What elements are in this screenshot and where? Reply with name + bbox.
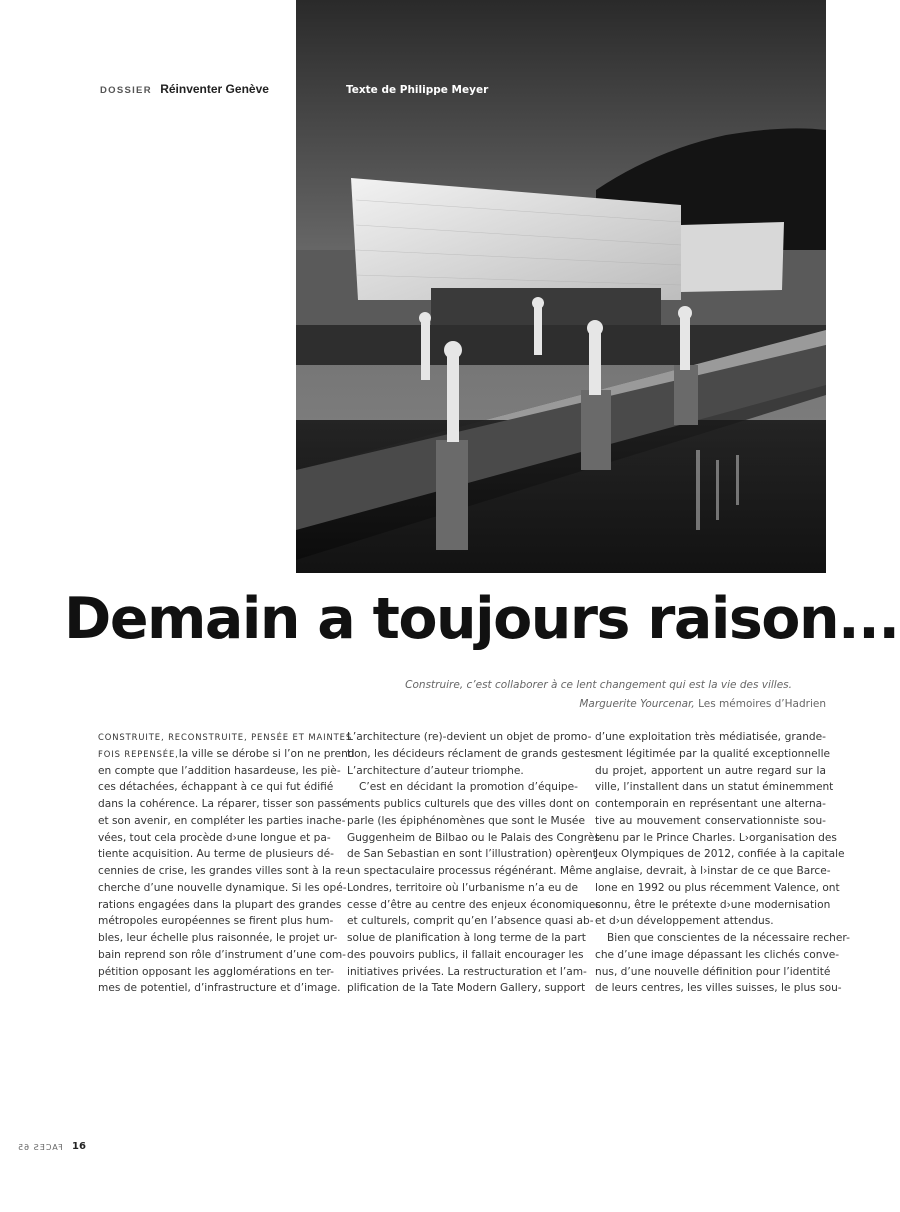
text-line: solue de planification à long terme de la part — [347, 932, 586, 944]
text-line: Guggenheim de Bilbao ou le Palais des Congrès — [347, 831, 600, 844]
quote-author: Marguerite Yourcenar, — [579, 698, 695, 710]
epigraph-attribution — [579, 698, 826, 710]
column-3 — [595, 729, 850, 997]
text-line: connu, être le prétexte d›une modernisation — [595, 898, 831, 911]
lead-in-end: FOIS REPENSÉE, — [98, 748, 179, 759]
column-1 — [98, 729, 355, 997]
quote-text: Construire, c’est collaborer à ce lent changement qui est la vie des villes. — [405, 679, 792, 691]
text-line: initiatives privées. La restructuration et l’am- — [347, 965, 587, 978]
text-line: bain reprend son rôle d’instrument d’une com- — [98, 948, 346, 961]
text-line: cesse d’être au centre des enjeux économiques — [347, 898, 601, 911]
text-line: un spectaculaire processus régénérant. Même — [347, 865, 593, 877]
text-line: de leurs centres, les villes suisses, le plus sou- — [595, 982, 842, 995]
lead-in-line: CONSTRUITE, RECONSTRUITE, PENSÉE ET MAINTES — [98, 732, 353, 742]
text-line: tiente acquisition. Au terme de plusieurs dé- — [98, 848, 334, 861]
text-line: ment légitimée par la qualité exceptionnelle — [595, 747, 831, 760]
section-label: DOSSIER — [100, 85, 152, 96]
article-title: Demain a toujours raison... — [64, 586, 899, 652]
text-line: bles, leur échelle plus raisonnée, le projet ur- — [98, 932, 338, 944]
epigraph-quote — [405, 679, 792, 691]
magazine-folio: FACES 65 — [17, 1143, 63, 1152]
text-line: d’une exploitation très médiatisée, grande- — [595, 731, 826, 743]
text-line: Bien que conscientes de la nécessaire recher- — [607, 932, 850, 944]
text-line: et son avenir, en compléter les parties inache- — [98, 814, 346, 827]
text-line: et d›un développement attendus. — [595, 915, 774, 928]
text-line: pétition opposant les agglomérations en ter- — [98, 965, 335, 978]
dossier-title: Réinventer Genève — [160, 82, 269, 96]
text-line: du projet, apportent un autre regard sur la — [595, 764, 826, 777]
column-2 — [347, 729, 601, 997]
text-line: ces détachées, échappant à ce qui fut édifié — [98, 781, 334, 794]
text-line: ments publics culturels que des villes dont on — [347, 798, 590, 810]
text-line: dans la cohérence. La réparer, tisser son passé — [98, 798, 349, 810]
text-line: vées, tout cela procède d›une longue et pa- — [98, 831, 331, 844]
text-line: Jeux Olympiques de 2012, confiée à la capitale — [595, 848, 845, 861]
text-line: parle (les épiphénomènes que sont le Musée — [347, 814, 585, 827]
text-line: tive au mouvement conservationniste sou- — [595, 814, 826, 827]
text-line: en compte que l’addition hasardeuse, les piè- — [98, 764, 341, 777]
page-number: 16 — [72, 1141, 86, 1152]
text-line: ville, l’installent dans un statut éminemment — [595, 781, 834, 794]
text-line: cherche d’une nouvelle dynamique. Si les opé- — [98, 881, 347, 894]
text-line: rations engagées dans la plupart des grandes — [98, 898, 342, 911]
text-line-content: la ville se dérobe si l’on ne prend — [178, 747, 355, 760]
text-line: cennies de crise, les grandes villes sont à la re- — [98, 865, 350, 877]
text-line: anglaise, devrait, à l›instar de ce que Barce- — [595, 865, 831, 877]
text-line: nus, d’une nouvelle définition pour l’identité — [595, 965, 831, 978]
text-line — [98, 746, 355, 763]
quote-work: Les mémoires d’Hadrien — [698, 698, 826, 710]
text-line: L’architecture (re)-devient un objet de promo- — [347, 731, 592, 743]
text-line: tion, les décideurs réclament de grands gestes. — [347, 747, 600, 760]
text-line: métropoles européennes se firent plus hum- — [98, 915, 334, 928]
text-line: Londres, territoire où l’urbanisme n’a eu de — [347, 881, 578, 894]
text-line: C’est en décidant la promotion d’équipe- — [359, 781, 578, 794]
text-line: lone en 1992 ou plus récemment Valence, ont — [595, 881, 840, 894]
text-line: che d’une image dépassant les clichés conve- — [595, 948, 840, 961]
text-line: contemporain en représentant une alterna- — [595, 798, 826, 810]
section-kicker — [100, 82, 269, 96]
text-line: tenu par le Prince Charles. L›organisation des — [595, 831, 837, 844]
author-credit: Texte de Philippe Meyer — [346, 84, 489, 96]
text-line: L’architecture d’auteur triomphe. — [347, 764, 524, 777]
text-line: mes de potentiel, d’infrastructure et d’image. — [98, 982, 341, 995]
text-line: et culturels, comprit qu’en l’absence quasi ab- — [347, 915, 594, 928]
text-line: de San Sebastian en sont l’illustration) opèrent — [347, 848, 597, 861]
text-line: des pouvoirs publics, il fallait encourager les — [347, 948, 584, 961]
text-line: plification de la Tate Modern Gallery, support — [347, 982, 586, 995]
